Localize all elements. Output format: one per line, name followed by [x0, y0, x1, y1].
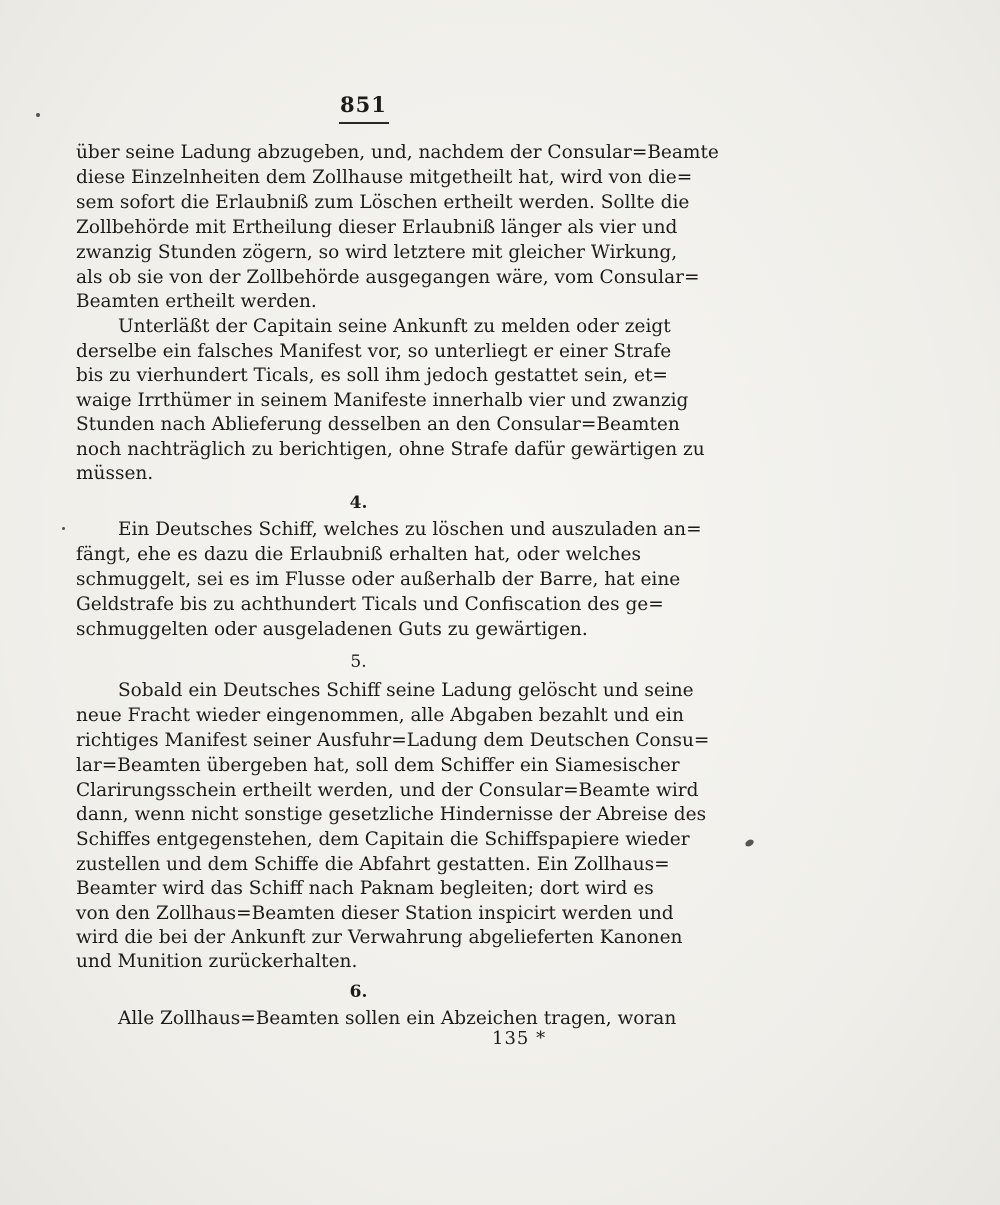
text-line: müssen. — [76, 463, 154, 484]
text-line: noch nachträglich zu berichtigen, ohne Strafe dafür gewärtigen zu — [76, 439, 705, 460]
text-line: richtiges Manifest seiner Ausfuhr=Ladung dem Deutschen Consu= — [76, 730, 710, 751]
paper-speck — [36, 113, 40, 117]
paper-speck — [744, 838, 755, 848]
text-line: waige Irrthümer in seinem Manifeste innerhalb vier und zwanzig — [76, 390, 689, 411]
text-line: derselbe ein falsches Manifest vor, so unterliegt er einer Strafe — [76, 341, 672, 362]
text-line: sem sofort die Erlaubniß zum Löschen ertheilt werden. Sollte die — [76, 192, 690, 213]
text-line: zustellen und dem Schiffe die Abfahrt gestatten. Ein Zollhaus= — [76, 854, 670, 875]
section-heading-5: 5. — [350, 652, 367, 672]
text-line: neue Fracht wieder eingenommen, alle Abgaben bezahlt und ein — [76, 705, 684, 726]
text-line: lar=Beamten übergeben hat, soll dem Schiffer ein Siamesischer — [76, 755, 680, 776]
text-line: und Munition zurückerhalten. — [76, 951, 358, 972]
text-line: zwanzig Stunden zögern, so wird letztere mit gleicher Wirkung, — [76, 242, 678, 263]
text-line: Stunden nach Ablieferung desselben an den Consular=Beamten — [76, 414, 680, 435]
section-heading-6: 6. — [349, 982, 368, 1002]
text-line: wird die bei der Ankunft zur Verwahrung abgelieferten Kanonen — [76, 927, 683, 948]
text-line: Clarirungsschein ertheilt werden, und der Consular=Beamte wird — [76, 780, 699, 801]
text-line: Beamter wird das Schiff nach Paknam begleiten; dort wird es — [76, 878, 654, 899]
text-line: von den Zollhaus=Beamten dieser Station inspicirt werden und — [76, 903, 674, 924]
text-line: über seine Ladung abzugeben, und, nachdem der Consular=Beamte — [76, 142, 719, 163]
text-line: fängt, ehe es dazu die Erlaubniß erhalten hat, oder welches — [76, 544, 641, 565]
signature-mark: 135 * — [492, 1028, 547, 1049]
text-line: Geldstrafe bis zu achthundert Ticals und Confiscation des ge= — [76, 594, 664, 615]
text-line: schmuggelten oder ausgeladenen Guts zu gewärtigen. — [76, 619, 588, 640]
text-line: Zollbehörde mit Ertheilung dieser Erlaubniß länger als vier und — [76, 217, 678, 238]
page-number-rule — [339, 122, 389, 124]
text-line: Beamten ertheilt werden. — [76, 291, 317, 312]
page-number: 851 — [340, 92, 387, 117]
text-line: Schiffes entgegenstehen, dem Capitain die Schiffspapiere wieder — [76, 829, 690, 850]
text-line: schmuggelt, sei es im Flusse oder außerhalb der Barre, hat eine — [76, 569, 681, 590]
text-line: als ob sie von der Zollbehörde ausgegangen wäre, vom Consular= — [76, 267, 700, 288]
text-line: diese Einzelnheiten dem Zollhause mitgetheilt hat, wird von die= — [76, 167, 693, 188]
section-heading-4: 4. — [349, 493, 368, 513]
paragraph-first-line: Sobald ein Deutsches Schiff seine Ladung gelöscht und seine — [118, 680, 694, 701]
text-line: dann, wenn nicht sonstige gesetzliche Hindernisse der Abreise des — [76, 804, 707, 825]
paper-speck — [62, 527, 65, 530]
paragraph-first-line: Unterläßt der Capitain seine Ankunft zu melden oder zeigt — [118, 316, 671, 337]
paragraph-first-line: Alle Zollhaus=Beamten sollen ein Abzeichen tragen, woran — [118, 1008, 677, 1029]
paragraph-first-line: Ein Deutsches Schiff, welches zu löschen und auszuladen an= — [118, 519, 702, 540]
text-line: bis zu vierhundert Ticals, es soll ihm jedoch gestattet sein, et= — [76, 365, 668, 386]
